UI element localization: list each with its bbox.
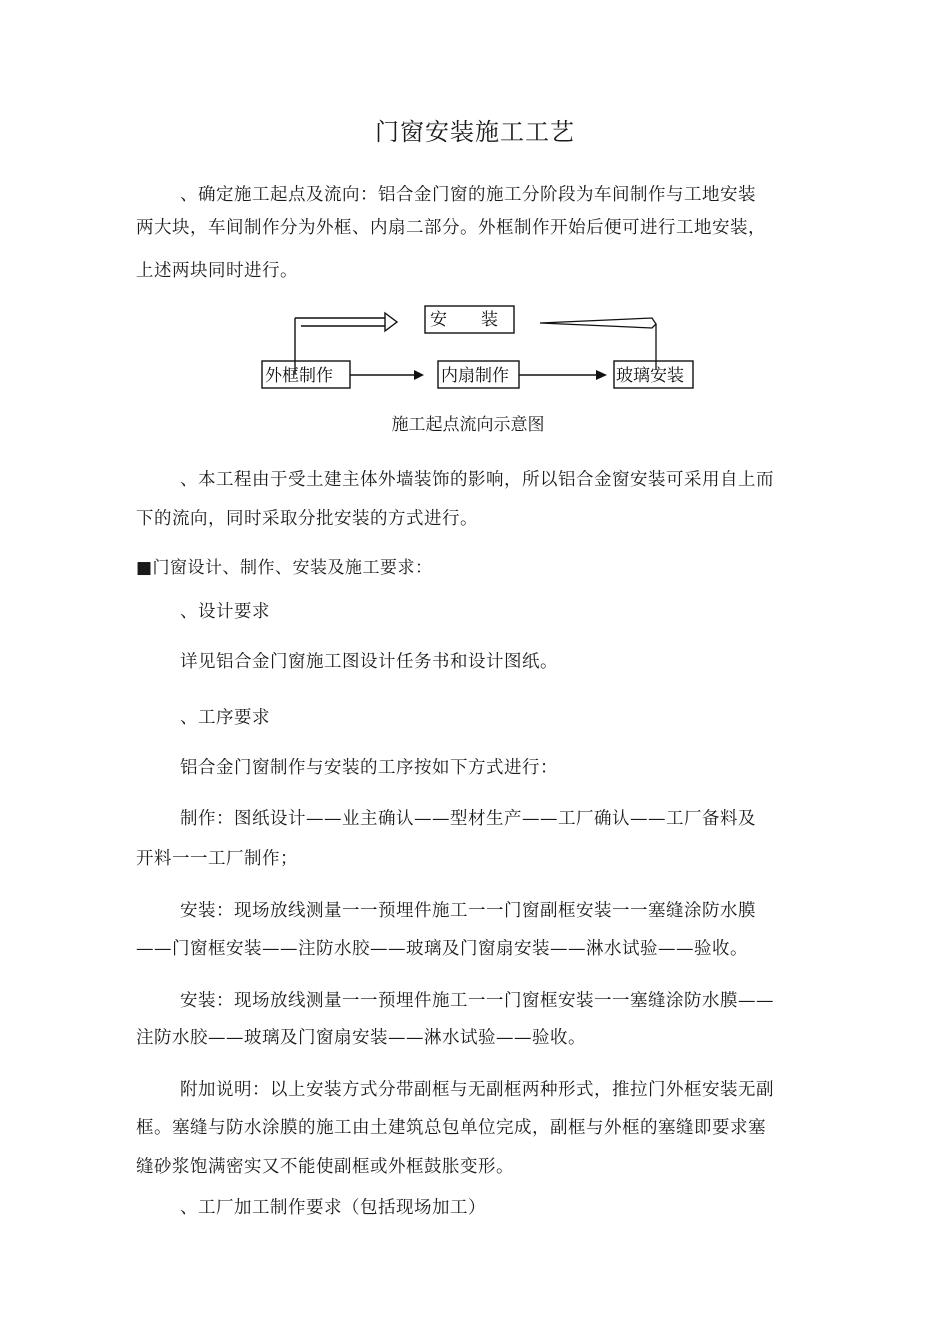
- design-heading: 、设计要求: [180, 602, 270, 622]
- arrow-sash-to-glass: [519, 370, 607, 380]
- arrow-frame-to-sash: [350, 370, 424, 380]
- page-title: 门窗安装施工工艺: [375, 118, 575, 146]
- diagram-caption: 施工起点流向示意图: [391, 415, 545, 435]
- make-line1: 制作：图纸设计——业主确认——型材生产——工厂确认——工厂备料及: [180, 809, 756, 829]
- sash-box-label: 内扇制作: [441, 366, 509, 386]
- design-text: 详见铝合金门窗施工图设计任务书和设计图纸。: [180, 652, 558, 672]
- frame-box-label: 外框制作: [265, 366, 333, 386]
- note-line1: 附加说明：以上安装方式分带副框与无副框两种形式，推拉门外框安装无副: [180, 1080, 774, 1100]
- install2-line2: 注防水胶——玻璃及门窗扇安装——淋水试验——验收。: [136, 1028, 586, 1048]
- wedge-connector: [540, 318, 656, 362]
- process-intro: 铝合金门窗制作与安装的工序按如下方式进行：: [180, 758, 558, 778]
- para2-line2: 下的流向，同时采取分批安装的方式进行。: [136, 509, 478, 529]
- process-heading: 、工序要求: [180, 708, 270, 728]
- glass-box-label: 玻璃安装: [616, 366, 684, 386]
- para1-line1: 、确定施工起点及流向：铝合金门窗的施工分阶段为车间制作与工地安装: [180, 185, 756, 205]
- flow-diagram: [0, 0, 950, 420]
- install1-line2: ——门窗框安装——注防水胶——玻璃及门窗扇安装——淋水试验——验收。: [136, 939, 748, 959]
- install-box-label: 安 装: [430, 310, 498, 330]
- note-line2: 框。塞缝与防水涂膜的施工由土建筑总包单位完成，副框与外框的塞缝即要求塞: [136, 1118, 766, 1138]
- install1-line1: 安装：现场放线测量一一预埋件施工一一门窗副框安装一一塞缝涂防水膜: [180, 901, 756, 921]
- para1-line2: 两大块，车间制作分为外框、内扇二部分。外框制作开始后便可进行工地安装，: [136, 218, 766, 238]
- make-line2: 开料一一工厂制作；: [136, 849, 298, 869]
- factory-heading: 、工厂加工制作要求（包括现场加工）: [180, 1198, 486, 1218]
- note-line3: 缝砂浆饱满密实又不能使副框或外框鼓胀变形。: [136, 1157, 514, 1177]
- para2-line1: 、本工程由于受土建主体外墙装饰的影响，所以铝合金窗安装可采用自上而: [180, 470, 774, 490]
- install2-line1: 安装：现场放线测量一一预埋件施工一一门窗框安装一一塞缝涂防水膜——: [180, 991, 774, 1011]
- section-heading: ■门窗设计、制作、安装及施工要求：: [136, 558, 433, 578]
- para1-line3: 上述两块同时进行。: [136, 261, 298, 281]
